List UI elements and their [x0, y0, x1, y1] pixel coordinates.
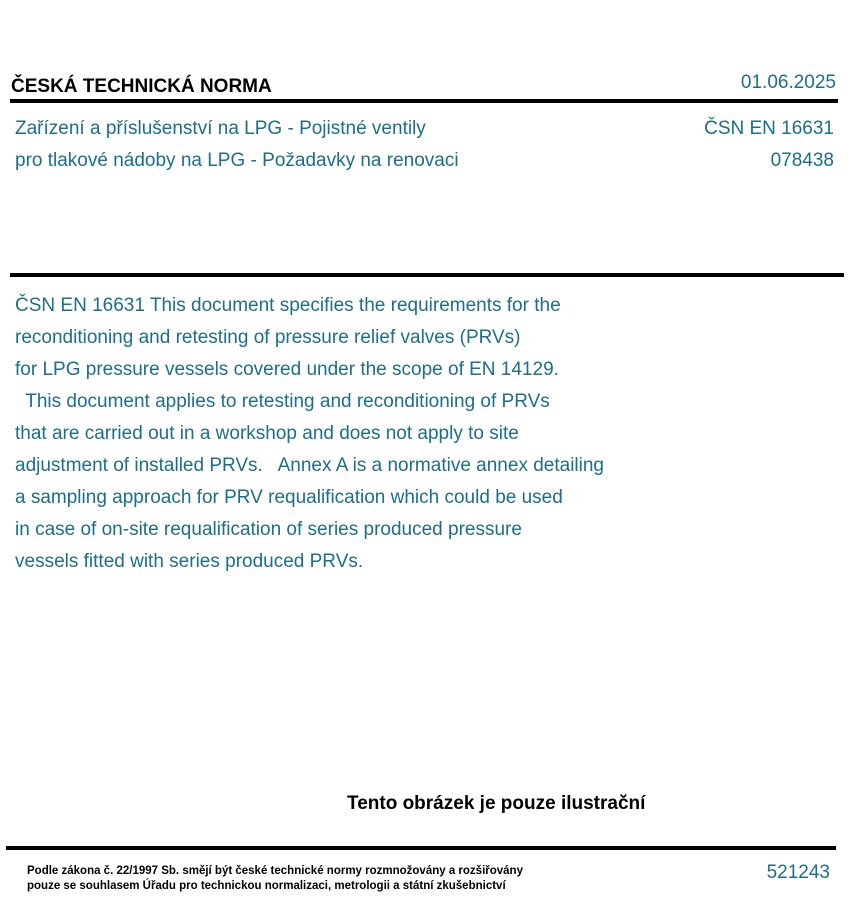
- title-divider: [10, 273, 844, 277]
- document-header-title: ČESKÁ TECHNICKÁ NORMA: [11, 76, 272, 97]
- abstract-line: ČSN EN 16631 This document specifies the requirements for the: [15, 295, 561, 316]
- abstract-line: vessels fitted with series produced PRVs.: [15, 551, 364, 572]
- abstract-line: adjustment of installed PRVs. Annex A is a normative annex detailing: [15, 455, 604, 476]
- abstract-line: that are carried out in a workshop and does not apply to site: [15, 423, 519, 444]
- legal-notice: [27, 864, 523, 894]
- publication-date: 01.06.2025: [740, 72, 836, 93]
- legal-notice-line: pouze se souhlasem Úřadu pro technickou normalizaci, metrologii a státní zkušebnictví: [27, 880, 506, 892]
- standard-title-line-2: pro tlakové nádoby na LPG - Požadavky na renovaci: [15, 150, 459, 171]
- abstract-line: This document applies to retesting and reconditioning of PRVs: [15, 391, 550, 412]
- abstract-text: [15, 290, 715, 578]
- footer-number: 521243: [766, 862, 830, 883]
- abstract-line: for LPG pressure vessels covered under the scope of EN 14129.: [15, 359, 559, 380]
- footer-divider: [6, 846, 836, 850]
- standard-title-line-1: Zařízení a příslušenství na LPG - Pojistné ventily: [15, 118, 426, 139]
- catalog-number: 078438: [770, 150, 834, 171]
- standard-designation: ČSN EN 16631: [704, 118, 834, 139]
- abstract-line: reconditioning and retesting of pressure relief valves (PRVs): [15, 327, 521, 348]
- header-divider: [10, 99, 838, 103]
- legal-notice-line: Podle zákona č. 22/1997 Sb. smějí být české technické normy rozmnožovány a rozšiřovány: [27, 865, 523, 877]
- illustration-note: Tento obrázek je pouze ilustrační: [347, 793, 646, 814]
- abstract-line: in case of on-site requalification of series produced pressure: [15, 519, 522, 540]
- abstract-line: a sampling approach for PRV requalification which could be used: [15, 487, 563, 508]
